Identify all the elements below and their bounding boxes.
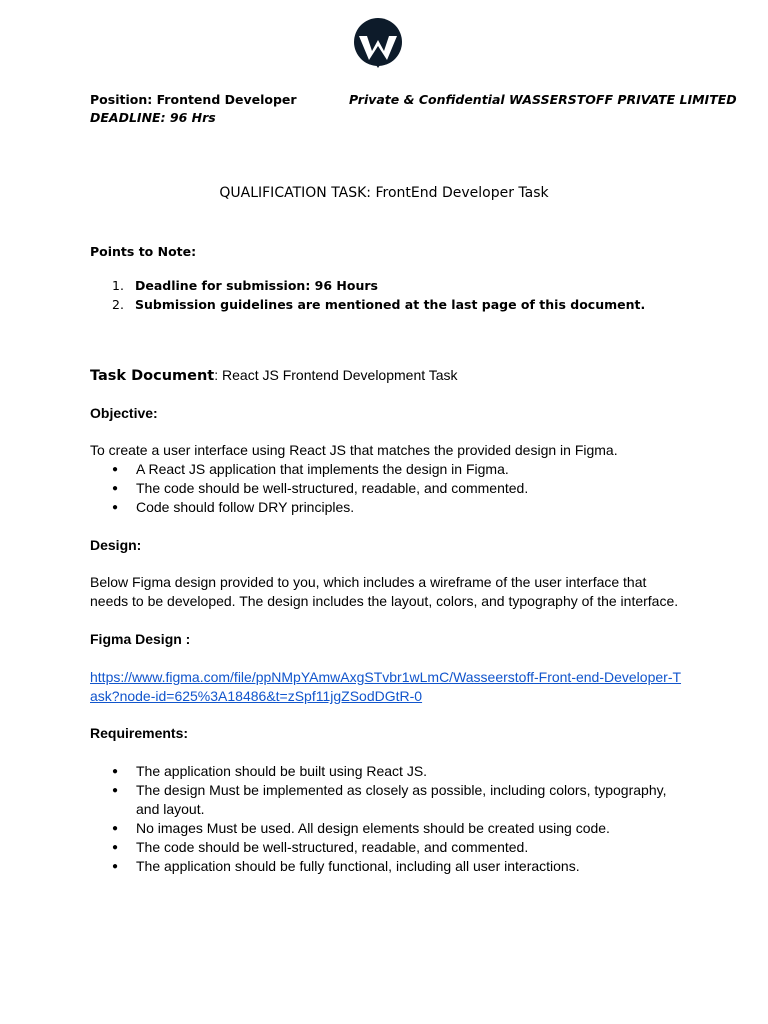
objective-heading: Objective: xyxy=(90,405,158,421)
requirements-heading: Requirements: xyxy=(90,725,189,741)
wasserstoff-logo-icon xyxy=(351,18,405,68)
list-text: Submission guidelines are mentioned at the last page of this document. xyxy=(135,297,646,312)
figma-link-line-1[interactable]: https://www.figma.com/file/ppNMpYAmwAxgSTvbr1wLmC/Wasseerstoff-Front-end-Developer-T xyxy=(90,669,682,685)
list-item: ● The design Must be implemented as closely as possible, including colors, typography, and layout. xyxy=(90,781,676,819)
figma-heading: Figma Design : xyxy=(90,631,191,647)
list-item xyxy=(90,295,645,314)
task-document-value: : React JS Frontend Development Task xyxy=(214,367,458,383)
task-document-label: Task Document xyxy=(90,368,215,384)
objective-bullets xyxy=(90,460,676,517)
list-number: 2. xyxy=(112,297,124,312)
design-line-2: needs to be developed. The design includes the layout, colors, and typography of the interface. xyxy=(90,593,679,609)
list-item: ● Code should follow DRY principles. xyxy=(90,498,676,517)
list-item: ● The application should be built using React JS. xyxy=(90,762,676,781)
list-item: ● The code should be well-structured, readable, and commented. xyxy=(90,838,676,857)
figma-link-line-2[interactable]: ask?node-id=625%3A18486&t=zSpf11jgZSodDGtR-0 xyxy=(90,688,423,704)
list-number: 1. xyxy=(112,278,124,293)
figma-link-box xyxy=(90,668,690,706)
points-heading: Points to Note: xyxy=(90,244,197,259)
list-text: Deadline for submission: 96 Hours xyxy=(135,278,378,293)
list-item: ● No images Must be used. All design elements should be created using code. xyxy=(90,819,676,838)
document-title: QUALIFICATION TASK: FrontEnd Developer Task xyxy=(219,185,549,201)
objective-intro: To create a user interface using React JS that matches the provided design in Figma. xyxy=(90,442,618,458)
requirements-bullets xyxy=(90,762,676,876)
list-item xyxy=(90,276,645,295)
deadline-text: DEADLINE: 96 Hrs xyxy=(90,110,216,125)
position-text: Position: Frontend Developer xyxy=(90,92,297,107)
design-line-1: Below Figma design provided to you, which includes a wireframe of the user interface that xyxy=(90,574,647,590)
confidential-text: Private & Confidential WASSERSTOFF PRIVATE LIMITED xyxy=(349,92,737,107)
points-list xyxy=(90,276,645,314)
list-item: ● The code should be well-structured, readable, and commented. xyxy=(90,479,676,498)
list-item: ● A React JS application that implements the design in Figma. xyxy=(90,460,676,479)
task-document-line xyxy=(90,365,458,386)
list-item: ● The application should be fully functional, including all user interactions. xyxy=(90,857,676,876)
header-left xyxy=(90,91,297,127)
design-heading: Design: xyxy=(90,537,142,553)
